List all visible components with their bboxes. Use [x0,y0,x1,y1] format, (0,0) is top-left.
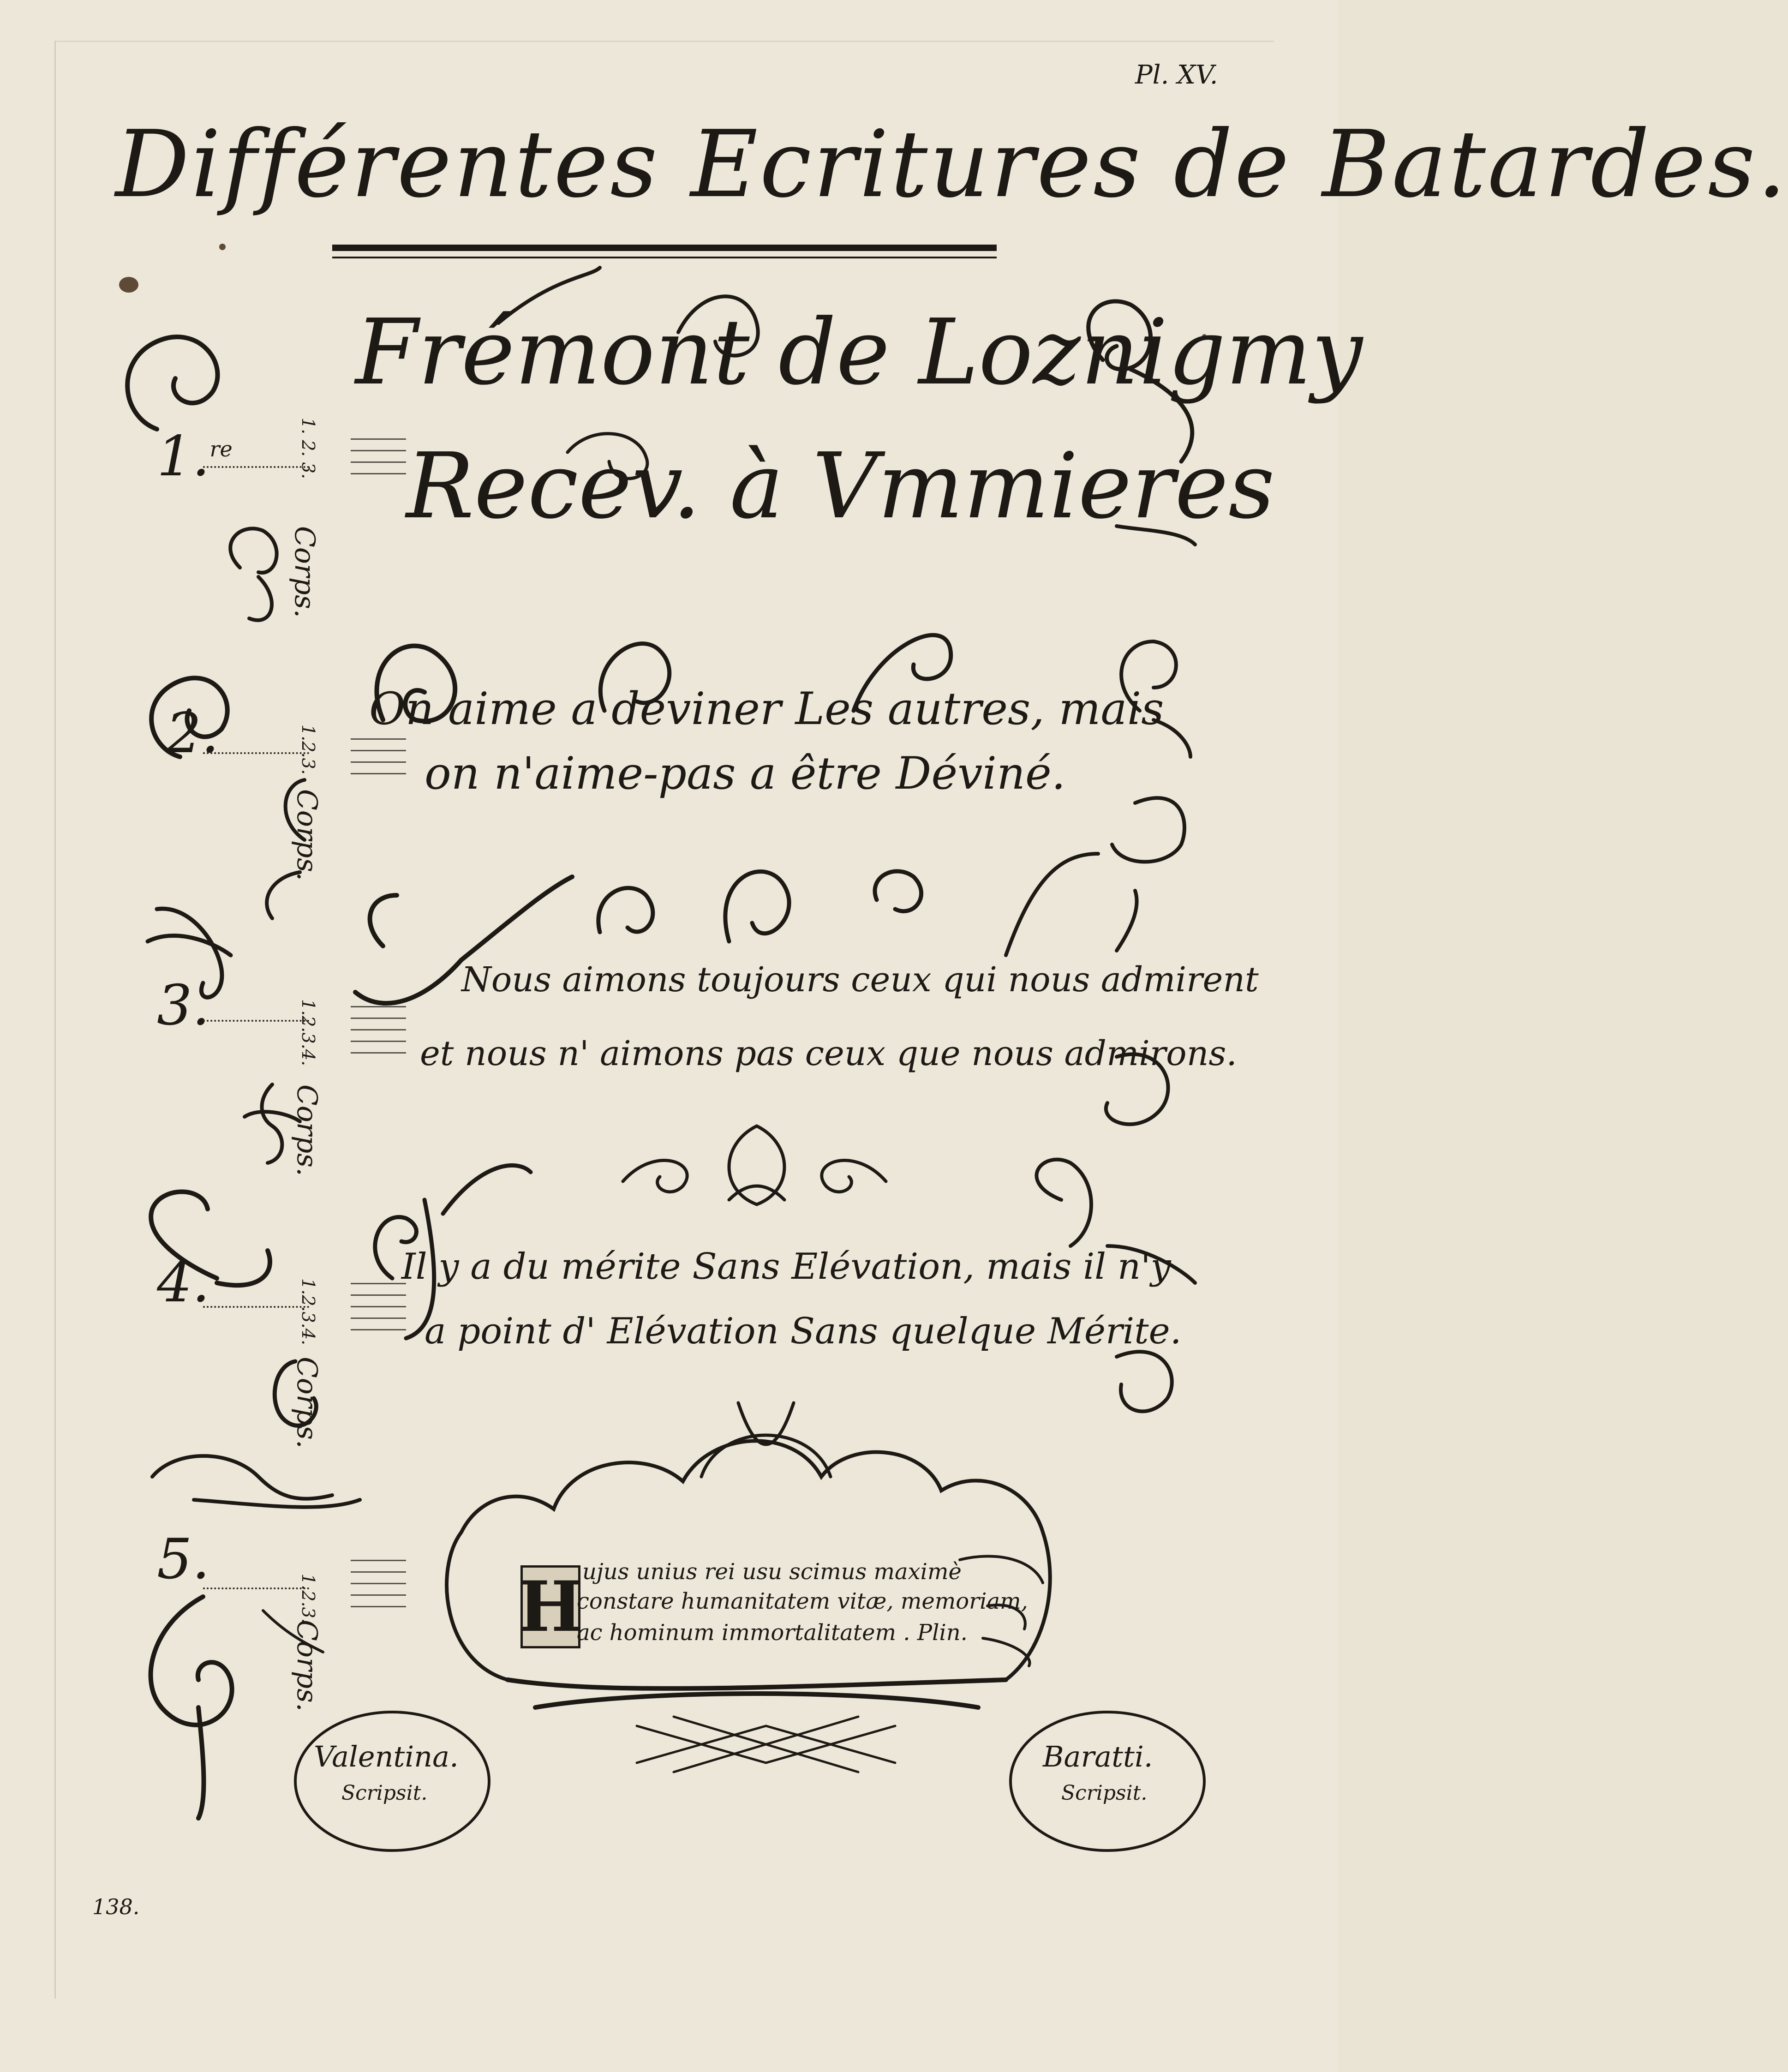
size-scale [351,1283,406,1341]
specimen-line: et nous n' aimons pas ceux que nous admirons. [420,1034,1237,1073]
illuminated-initial: H [518,1566,583,1647]
scripsit-right: Scripsit. [1061,1781,1148,1805]
specimen-number: 5. [157,1527,210,1592]
specimen-number: 4. [157,1251,210,1315]
corps-label: Corps. [288,526,321,618]
leader-dots [203,466,309,468]
size-labels: 1.2.3.4. [298,999,318,1066]
leader-dots [203,1020,309,1022]
size-scale [351,738,406,784]
leader-dots [203,1306,309,1308]
page-number: 138. [92,1894,140,1919]
corps-label: Corps. [291,789,323,881]
corps-label: Corps. [291,1357,323,1449]
page-title: Différentes Ecritures de Batardes. [115,111,1788,218]
signature-left: Valentina. [314,1740,459,1773]
size-scale [351,1560,406,1617]
specimen-line: Nous aimons toujours ceux qui nous admirent [461,960,1259,1000]
leader-dots [203,1587,309,1589]
specimen-line: on n'aime-pas a être Déviné. [425,748,1066,799]
size-labels: 1.2.3.4. [298,1278,318,1346]
ink-dot [219,244,226,250]
signature-right: Baratti. [1043,1740,1153,1773]
specimen-number: 3. [157,974,210,1038]
cartouche-line: constare humanitatem vitæ, memoriam, [577,1588,1028,1614]
size-labels: 1.2.3. [298,1574,318,1624]
specimen-line: Il y a du mérite Sans Elévation, mais il n'y [401,1246,1171,1288]
cartouche-line: ujus unius rei usu scimus maximè [582,1559,962,1585]
specimen-line: Frémont de Loznigmy [355,300,1363,405]
corps-label: Corps. [291,1084,323,1176]
title-rule [332,245,997,251]
specimen-line: On aime a deviner Les autres, mais [369,683,1164,735]
specimen-line: a point d' Elévation Sans quelque Mérite. [425,1311,1182,1352]
corps-label: Corps. [291,1620,323,1712]
ink-stain [119,277,138,293]
specimen-number: 2. [166,701,219,766]
size-scale [351,1006,406,1064]
title-rule-thin [332,257,997,258]
size-scale [351,438,406,485]
cartouche-line: ac hominum immortalitatem . Plin. [577,1620,968,1646]
leader-dots [203,752,309,754]
plate-label: Pl. XV. [1135,60,1218,90]
specimen-number: 1.$^{re}$ [157,425,233,489]
size-labels: 1.2.3. [298,725,318,775]
scripsit-left: Scripsit. [341,1781,428,1805]
size-labels: 1. 2. 3. [298,418,318,479]
specimen-line: Recev. à Vmmieres [406,434,1275,539]
